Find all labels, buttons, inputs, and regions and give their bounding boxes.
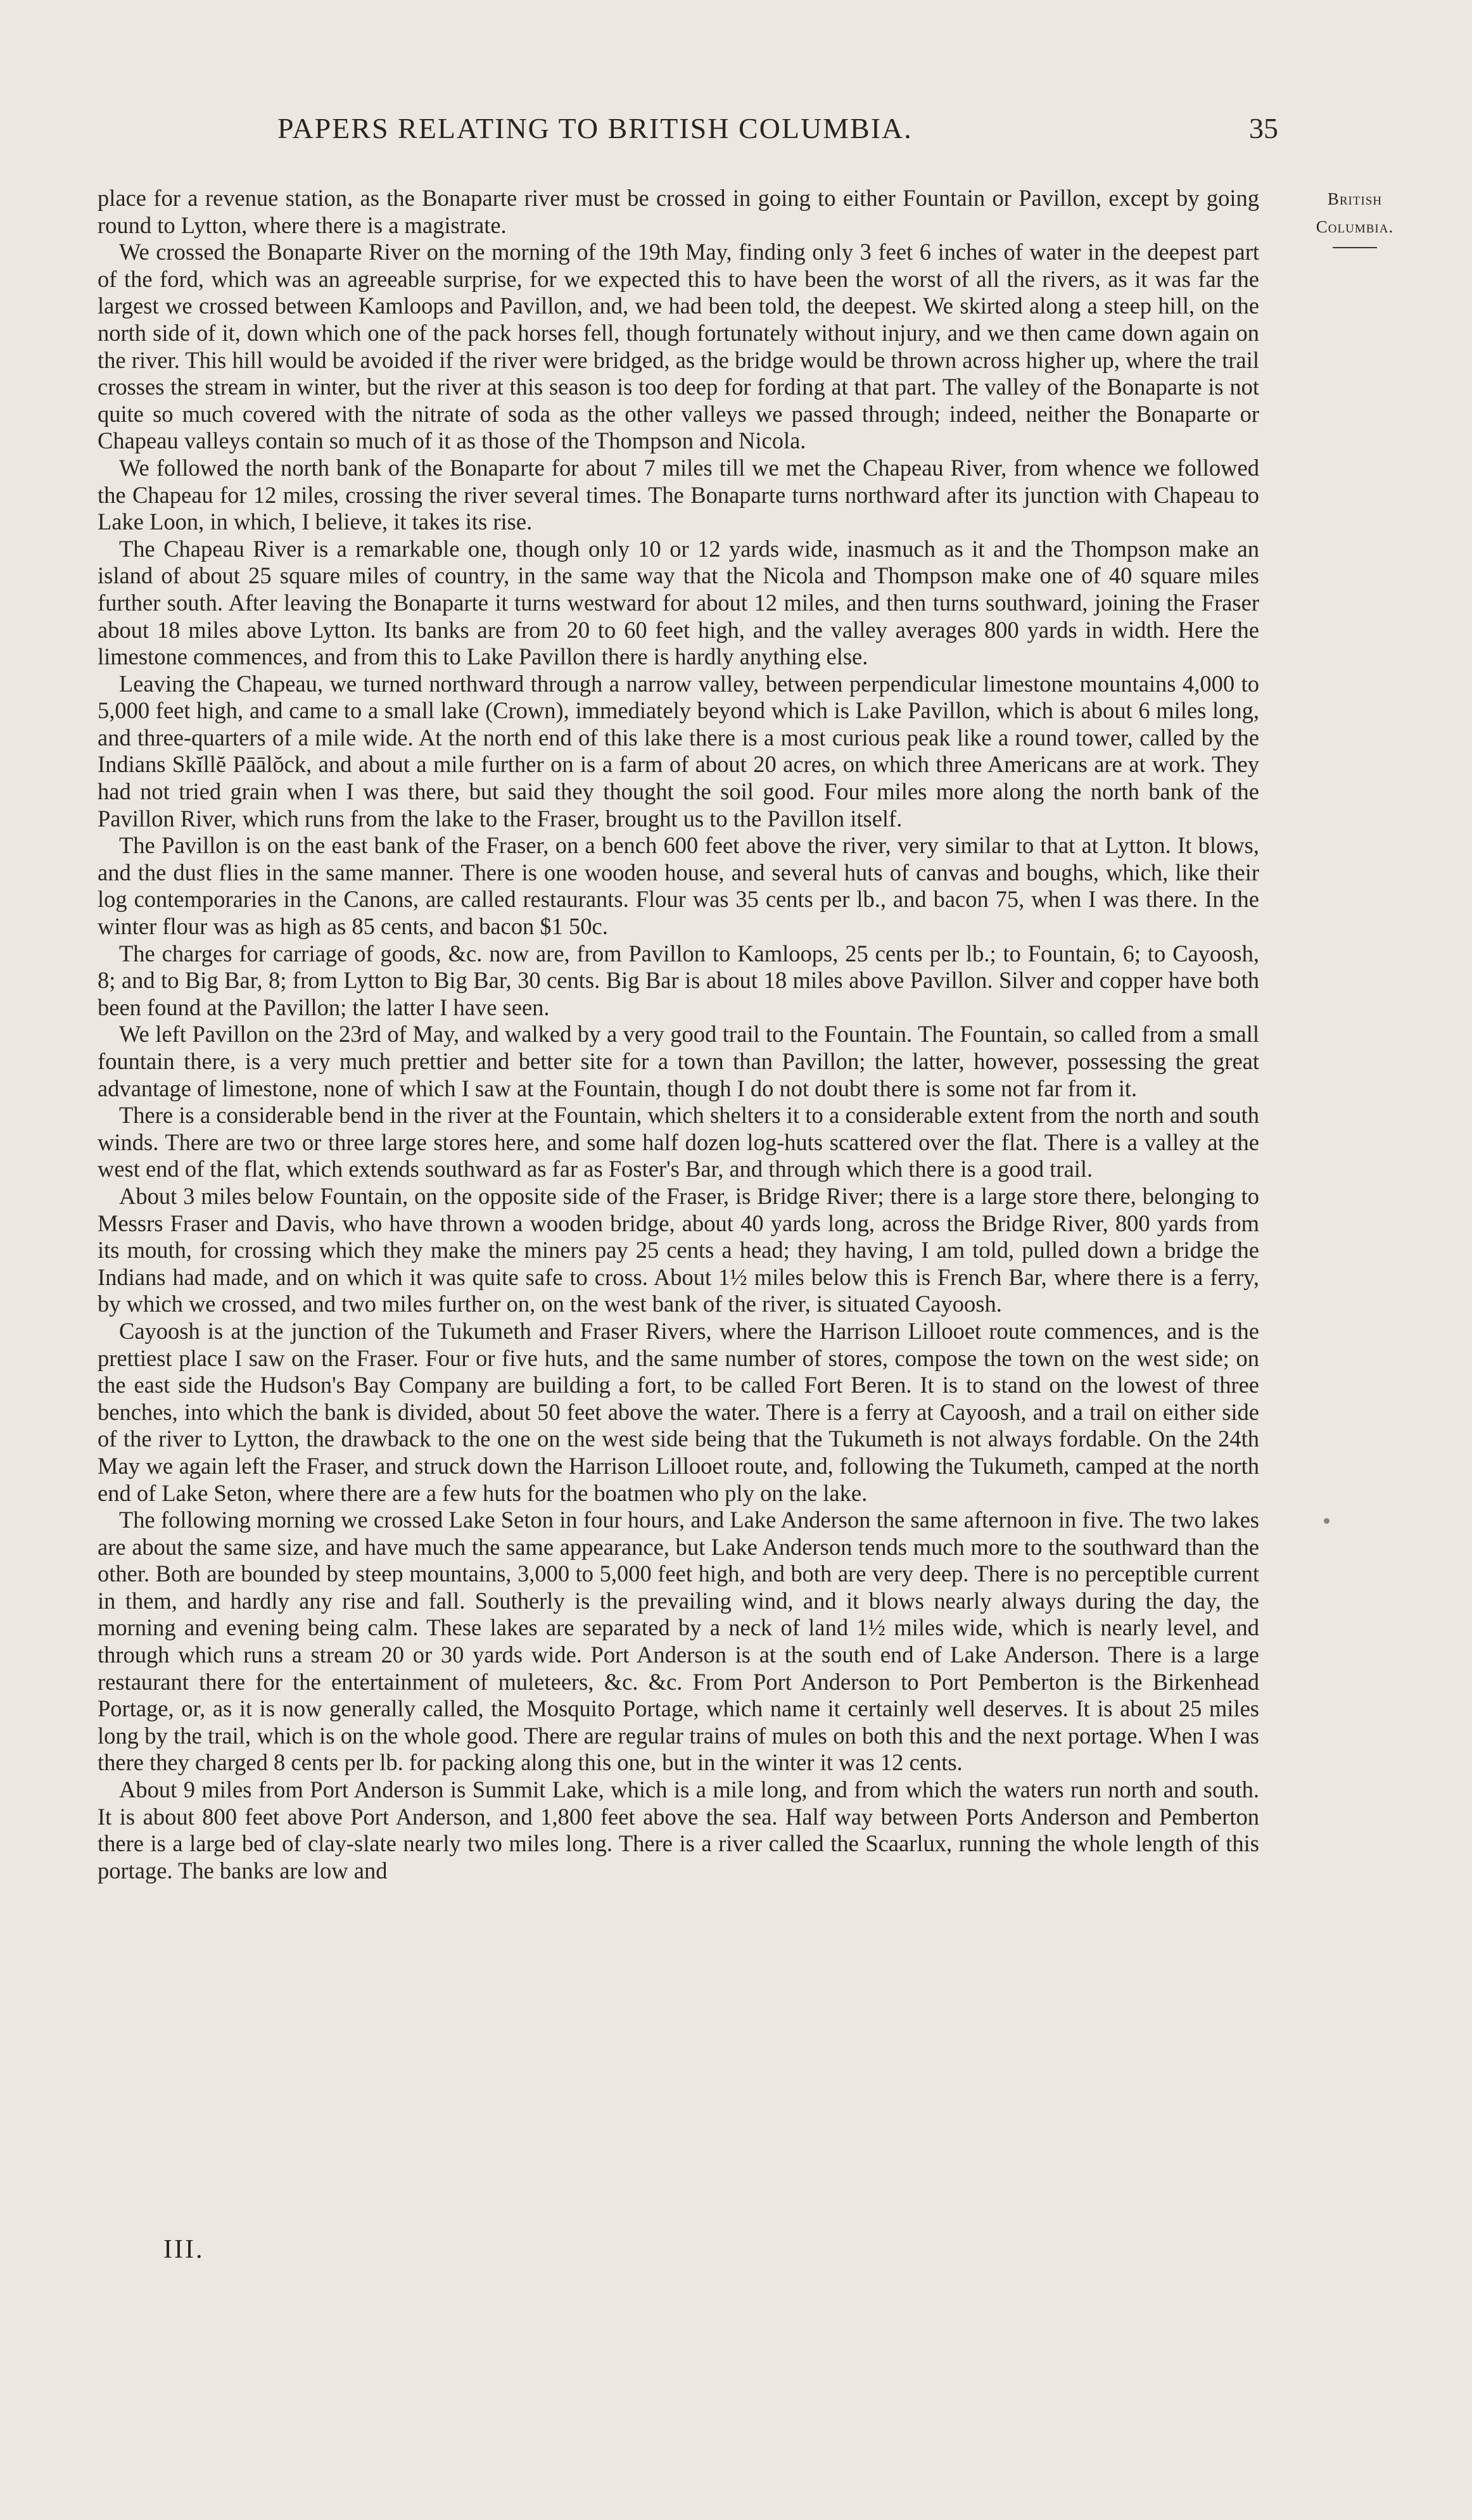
paragraph: About 9 miles from Port Anderson is Summit Lake, which is a mile long, and from which the waters run north and south. It is about 800 feet above Port Anderson, and 1,800 feet above the sea. Half way between Ports Anderson and Pemberton there is a large bed of clay-slate nearly two miles long. There is a river called the Scaarlux, running the whole length of this portage. The banks are low and: [98, 1776, 1259, 1884]
paragraph: Leaving the Chapeau, we turned northward through a narrow valley, between perpendicular limestone mountains 4,000 to 5,000 feet high, and came to a small lake (Crown), immediately beyond which is Lake Pavillon, which is about 6 miles long, and three-quarters of a mile wide. At the north end of this lake there is a most curious peak like a round tower, called by the Indians Skĭllĕ Pāālŏck, and about a mile further on is a farm of about 20 acres, on which three Americans are at work. They had not tried grain when I was there, but said they thought the soil good. Four miles more along the north bank of the Pavillon River, which runs from the lake to the Fraser, brought us to the Pavillon itself.: [98, 670, 1259, 832]
margin-note-rule: [1333, 247, 1377, 248]
paragraph: Cayoosh is at the junction of the Tukumeth and Fraser Rivers, where the Harrison Lillooet route commences, and is the prettiest place I saw on the Fraser. Four or five huts, and the same number of stores, compose the town on the west side; on the east side the Hudson's Bay Company are building a fort, to be called Fort Beren. It is to stand on the lowest of three benches, into which the bank is divided, about 50 feet above the water. There is a ferry at Cayoosh, and a trail on either side of the river to Lytton, the drawback to the one on the west side being that the Tukumeth is not always fordable. On the 24th May we again left the Fraser, and struck down the Harrison Lillooet route, and, following the Tukumeth, camped at the north end of Lake Seton, where there are a few huts for the boatmen who ply on the lake.: [98, 1317, 1259, 1506]
paragraph: The charges for carriage of goods, &c. now are, from Pavillon to Kamloops, 25 cents per lb.; to Fountain, 6; to Cayoosh, 8; and to Big Bar, 8; from Lytton to Big Bar, 30 cents. Big Bar is about 18 miles above Pavillon. Silver and copper have both been found at the Pavillon; the latter I have seen.: [98, 940, 1259, 1020]
paragraph: The following morning we crossed Lake Seton in four hours, and Lake Anderson the same afternoon in five. The two lakes are about the same size, and have much the same appearance, but Lake Anderson tends much more to the southward than the other. Both are bounded by steep mountains, 3,000 to 5,000 feet high, and both are very deep. There is no perceptible current in them, and hardly any rise and fall. Southerly is the prevailing wind, and it blows nearly always during the day, the morning and evening being calm. These lakes are separated by a neck of land 1½ miles wide, which is nearly level, and through which runs a stream 20 or 30 yards wide. Port Anderson is at the south end of Lake Anderson. There is a large restaurant there for the entertainment of muleteers, &c. &c. From Port Anderson to Port Pemberton is the Birkenhead Portage, or, as it is now generally called, the Mosquito Portage, which name it certainly well deserves. It is about 25 miles long by the trail, which is on the whole good. There are regular trains of mules on both this and the next portage. When I was there they charged 8 cents per lb. for packing along this one, but in the winter it was 12 cents.: [98, 1507, 1259, 1776]
margin-note-line-2: Columbia.: [1316, 217, 1394, 236]
paragraph: About 3 miles below Fountain, on the opposite side of the Fraser, is Bridge River; there is a large store there, belonging to Messrs Fraser and Davis, who have thrown a wooden bridge, about 40 yards long, across the Bridge River, 800 yards from its mouth, for crossing which they make the miners pay 25 cents a head; they having, I am told, pulled down a bridge the Indians had made, and on which it was quite safe to cross. About 1½ miles below this is French Bar, where there is a ferry, by which we crossed, and two miles further on, on the west bank of the river, is situated Cayoosh.: [98, 1182, 1259, 1317]
paragraph: The Pavillon is on the east bank of the Fraser, on a bench 600 feet above the river, very similar to that at Lytton. It blows, and the dust flies in the same manner. There is one wooden house, and several huts of canvas and boughs, which, like their log contemporaries in the Canons, are called restaurants. Flour was 35 cents per lb., and bacon 75, when I was there. In the winter flour was as high as 85 cents, and bacon $1 50c.: [98, 832, 1259, 940]
signature-mark: III.: [163, 2235, 205, 2264]
running-header: [100, 111, 1278, 156]
paragraph: There is a considerable bend in the river at the Fountain, which shelters it to a considerable extent from the north and south winds. There are two or three large stores here, and some half dozen log-huts scattered over the flat. There is a valley at the west end of the flat, which extends southward as far as Foster's Bar, and through which there is a good trail.: [98, 1102, 1259, 1182]
margin-note: [1288, 185, 1421, 248]
paragraph: place for a revenue station, as the Bonaparte river must be crossed in going to either Fountain or Pavillon, except by going round to Lytton, where there is a magistrate.: [98, 185, 1259, 238]
body-text: [98, 185, 1259, 1884]
page-speck: [1324, 1518, 1329, 1524]
paragraph: We followed the north bank of the Bonaparte for about 7 miles till we met the Chapeau River, from whence we followed the Chapeau for 12 miles, crossing the river several times. The Bonaparte turns northward after its junction with Chapeau to Lake Loon, in which, I believe, it takes its rise.: [98, 454, 1259, 535]
page-title: PAPERS RELATING TO BRITISH COLUMBIA.: [277, 112, 913, 144]
page-number: 35: [1249, 112, 1278, 144]
paragraph: We crossed the Bonaparte River on the morning of the 19th May, finding only 3 feet 6 inches of water in the deepest part of the ford, which was an agreeable surprise, for we expected this to have been the worst of all the rivers, as it was far the largest we crossed between Kamloops and Pavillon, and, we had been told, the deepest. We skirted along a steep hill, on the north side of it, down which one of the pack horses fell, though fortunately without injury, and we then came down again on the river. This hill would be avoided if the river were bridged, as the bridge would be thrown across higher up, where the trail crosses the stream in winter, but the river at this season is too deep for fording at that part. The valley of the Bonaparte is not quite so much covered with the nitrate of soda as the other valleys we passed through; indeed, neither the Bonaparte or Chapeau valleys contain so much of it as those of the Thompson and Nicola.: [98, 239, 1259, 454]
paragraph: We left Pavillon on the 23rd of May, and walked by a very good trail to the Fountain. The Fountain, so called from a small fountain there, is a very much prettier and better site for a town than Pavillon; the latter, however, possessing the great advantage of limestone, none of which I saw at the Fountain, though I do not doubt there is some not far from it.: [98, 1021, 1259, 1101]
paragraph: The Chapeau River is a remarkable one, though only 10 or 12 yards wide, inasmuch as it and the Thompson make an island of about 25 square miles of country, in the same way that the Nicola and Thompson make one of 40 square miles further south. After leaving the Bonaparte it turns westward for about 12 miles, and then turns southward, joining the Fraser about 18 miles above Lytton. Its banks are from 20 to 60 feet high, and the valley averages 800 yards in width. Here the limestone commences, and from this to Lake Pavillon there is hardly anything else.: [98, 535, 1259, 670]
margin-note-line-1: British: [1327, 189, 1383, 208]
